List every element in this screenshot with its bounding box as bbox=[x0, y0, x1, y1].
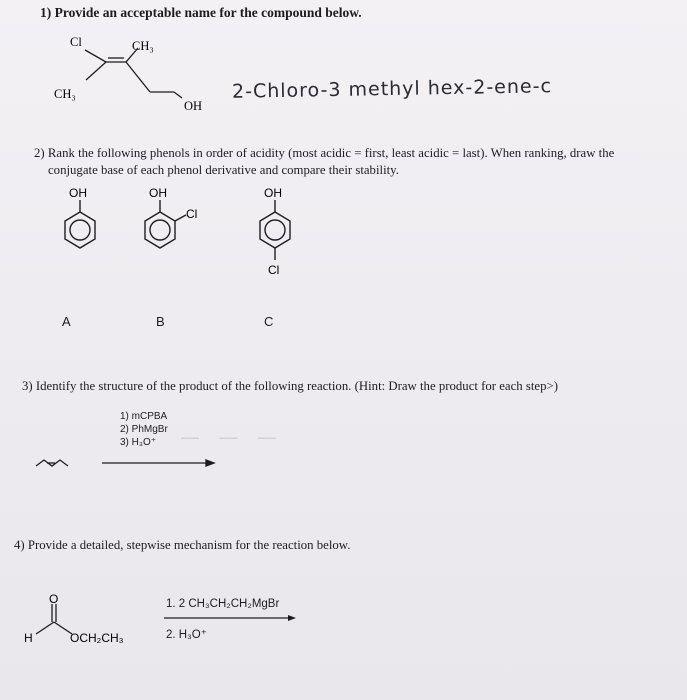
phenol-b bbox=[145, 200, 186, 248]
choice-c-label: C bbox=[264, 314, 274, 329]
q1-oh-label: OH bbox=[184, 99, 203, 113]
phenol-c-oh-label: OH bbox=[264, 186, 282, 200]
phenol-a bbox=[65, 200, 95, 248]
choice-b-label: B bbox=[156, 314, 165, 329]
phenol-c bbox=[260, 200, 290, 260]
q3-reagents bbox=[120, 410, 168, 449]
phenol-c-cl-label: Cl bbox=[268, 263, 280, 277]
question-3-text: 3) Identify the structure of the product of the following reaction. (Hint: Draw the product for each step>) bbox=[22, 379, 558, 393]
question-4 bbox=[14, 537, 350, 554]
q4-ethyl-formate bbox=[20, 592, 180, 652]
q1-structure bbox=[40, 34, 270, 124]
handwritten-answer: 2-Chloro-3 methyl hex-2-ene-c bbox=[231, 75, 553, 103]
q4-reagent-2: 2. H₃O⁺ bbox=[166, 629, 207, 641]
question-2 bbox=[34, 145, 674, 179]
q1-ch3-top-label: CH₃ bbox=[132, 39, 154, 53]
phenol-a-oh-label: OH bbox=[69, 186, 87, 200]
q3-reagent-1: 1) mCPBA bbox=[120, 411, 168, 422]
question-2-line-2: conjugate base of each phenol derivative and compare their stability. bbox=[48, 163, 399, 177]
question-4-text: 4) Provide a detailed, stepwise mechanism for the reaction below. bbox=[14, 538, 351, 552]
phenol-b-oh-label: OH bbox=[149, 186, 167, 200]
q3-reagent-3: 3) H₃O⁺ bbox=[120, 437, 157, 448]
q4-reagent-1: 1. 2 CH₃CH₂CH₂MgBr bbox=[166, 598, 280, 610]
choice-a-label: A bbox=[62, 314, 71, 329]
phenol-b-cl-label: Cl bbox=[186, 207, 198, 221]
bleed-through-marks: — — — bbox=[180, 425, 283, 449]
q3-reaction-scheme bbox=[30, 450, 220, 480]
q1-ch3-left-label: CH₃ bbox=[54, 87, 76, 101]
q4-oxygen-label: O bbox=[49, 592, 59, 606]
q4-hydrogen-label: H bbox=[24, 631, 33, 645]
q3-reagent-2: 2) PhMgBr bbox=[120, 424, 168, 435]
question-1 bbox=[40, 4, 362, 21]
question-1-text: 1) Provide an acceptable name for the compound below. bbox=[40, 5, 362, 20]
q4-reaction-arrow bbox=[162, 612, 302, 624]
question-3 bbox=[22, 378, 558, 395]
q4-ethoxy-label: OCH₂CH₃ bbox=[70, 631, 124, 645]
question-2-line-1: 2) Rank the following phenols in order of acidity (most acidic = first, least acidic = last). When ranking, draw the bbox=[34, 146, 615, 160]
q1-cl-label: Cl bbox=[70, 35, 82, 49]
q2-phenol-structures bbox=[40, 186, 370, 296]
